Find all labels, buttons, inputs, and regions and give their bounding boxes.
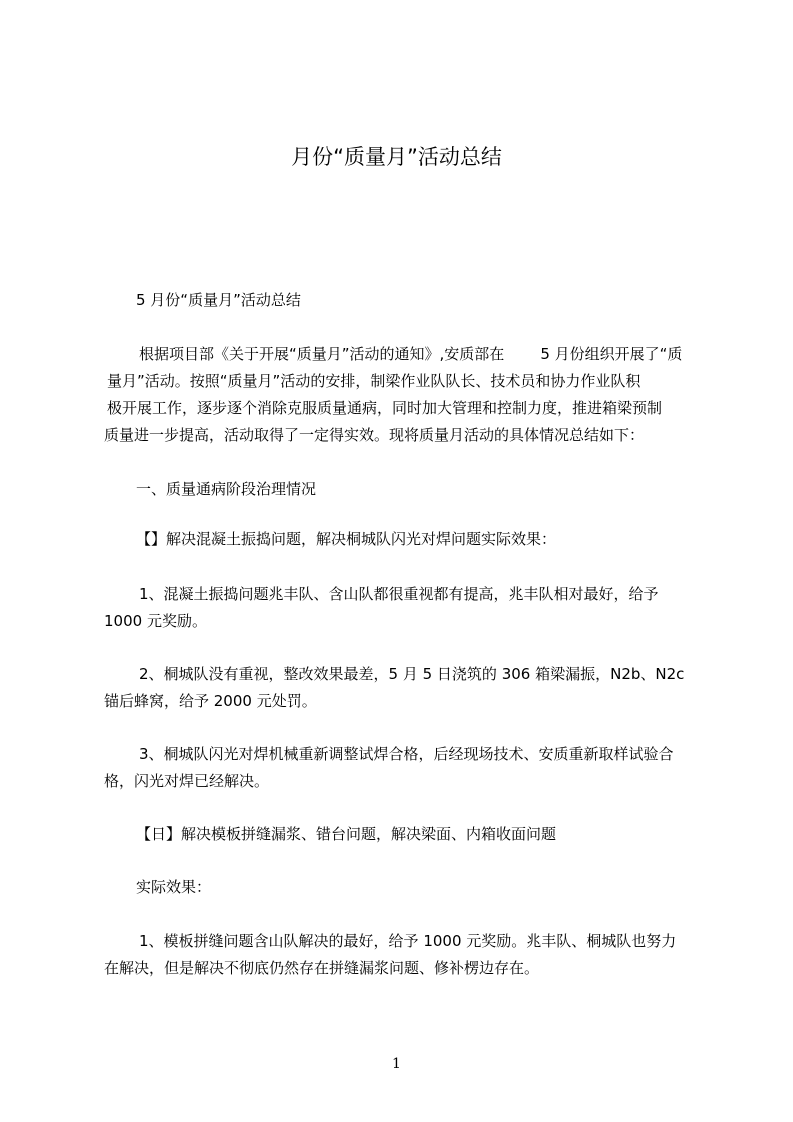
intro-paragraph-line-3: 极开展工作，逐步逐个消除克服质量通病，同时加大管理和控制力度，推进箱梁预制 xyxy=(107,399,663,417)
section-heading: 一、质量通病阶段治理情况 xyxy=(136,480,317,498)
part-2-effect-label: 实际效果： xyxy=(136,878,212,896)
intro-line-1-part-b: 5 月份组织开展了“质 xyxy=(540,345,683,363)
part-1-item-2-line-2: 锚后蜂窝，给予 2000 元处罚。 xyxy=(104,692,317,710)
document-title: 月份“质量月”活动总结 xyxy=(291,145,502,169)
document-subtitle: 5 月份“质量月”活动总结 xyxy=(136,291,301,309)
part-2-heading: 【日】解决模板拼缝漏浆、错台问题，解决梁面、内箱收面问题 xyxy=(136,825,557,843)
part-1-item-3-line-2: 格，闪光对焊已经解决。 xyxy=(104,772,270,790)
intro-line-1-part-a: 根据项目部《关于开展“质量月”活动的通知》,安质部在 xyxy=(139,345,505,363)
page-number: 1 xyxy=(392,1056,401,1072)
part-1-item-2-line-1: 2、桐城队没有重视，整改效果最差，5 月 5 日浇筑的 306 箱梁漏振，N2b、N2c xyxy=(139,665,685,683)
part-2-item-1-line-1: 1、模板拼缝问题含山队解决的最好，给予 1000 元奖励。兆丰队、桐城队也努力 xyxy=(139,932,677,950)
intro-paragraph-line-1 xyxy=(139,344,709,364)
part-1-heading: 【】解决混凝土振捣问题，解决桐城队闪光对焊问题实际效果： xyxy=(136,530,557,548)
intro-paragraph-line-2: 量月”活动。按照“质量月”活动的安排，制梁作业队队长、技术员和协力作业队积 xyxy=(107,372,641,390)
intro-paragraph-line-4: 质量进一步提高，活动取得了一定得实效。现将质量月活动的具体情况总结如下： xyxy=(104,426,645,444)
part-1-item-1-line-2: 1000 元奖励。 xyxy=(104,612,207,630)
part-1-item-1-line-1: 1、混凝土振捣问题兆丰队、含山队都很重视都有提高，兆丰队相对最好，给予 xyxy=(139,585,659,603)
part-2-item-1-line-2: 在解决，但是解决不彻底仍然存在拼缝漏浆问题、修补楞边存在。 xyxy=(104,959,540,977)
part-1-item-3-line-1: 3、桐城队闪光对焊机械重新调整试焊合格，后经现场技术、安质重新取样试验合 xyxy=(139,745,674,763)
